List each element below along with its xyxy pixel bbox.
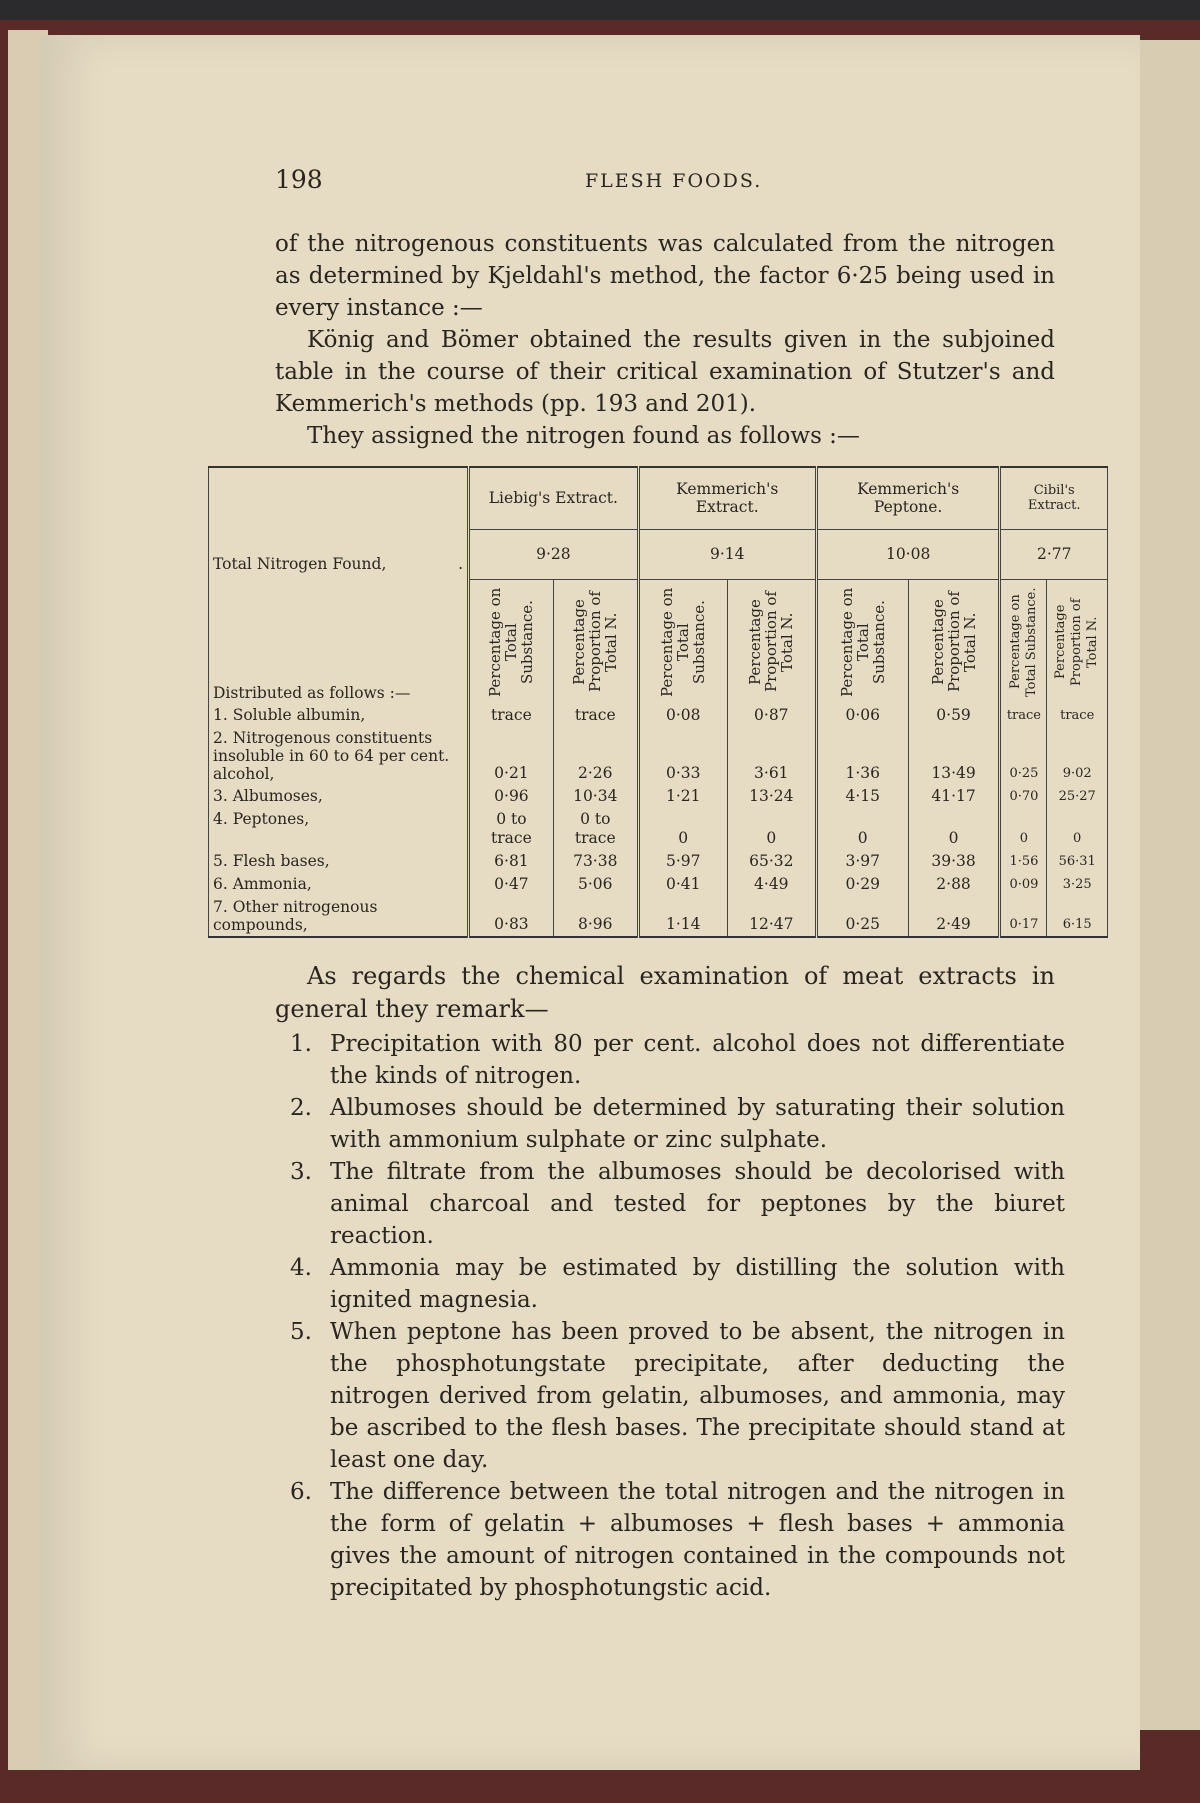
remarks-list (290, 1028, 1065, 1604)
cell-value: 0·29 (816, 873, 908, 896)
paragraph: of the nitrogenous constituents was calculated from the nitrogen as determined by Kjeldahl's method, the factor 6·25 being used in every instance :— (275, 231, 1055, 321)
subhead: Percentage on Total Substance. (486, 586, 537, 697)
cell-value: 0·06 (816, 704, 908, 727)
row-label: 3. Albumoses, (209, 785, 469, 808)
cell-value: 2·26 (553, 727, 638, 785)
cell-value: 0·25 (1000, 727, 1047, 785)
table-row (209, 850, 1108, 873)
table-row (209, 727, 1108, 785)
cell-value: 2·49 (908, 896, 1000, 937)
right-page-edge (1140, 40, 1200, 1730)
product-header: Cibil's Extract. (1000, 467, 1108, 529)
cell-value: 0 to trace (553, 808, 638, 850)
cell-value: 0·70 (1000, 785, 1047, 808)
cell-value: 56·31 (1047, 850, 1108, 873)
running-title: FLESH FOODS. (585, 170, 763, 192)
cell-value: 25·27 (1047, 785, 1108, 808)
cell-value: 0·47 (469, 873, 554, 896)
row-label: 6. Ammonia, (209, 873, 469, 896)
cell-value: 3·61 (727, 727, 816, 785)
cell-value: 0·08 (638, 704, 727, 727)
subhead: Percentage on Total Substance. (1007, 586, 1039, 697)
row-label: 7. Other nitrogenous compounds, (209, 896, 469, 937)
subhead: Percentage on Total Substance. (658, 586, 709, 697)
list-item (290, 1316, 1065, 1476)
subhead: Percentage Proportion of Total N. (570, 591, 621, 692)
subhead: Percentage Proportion of Total N. (1053, 597, 1101, 686)
cell-value: 65·32 (727, 850, 816, 873)
list-item (290, 1476, 1065, 1604)
item-number: 3. (290, 1159, 312, 1185)
paragraph: They assigned the nitrogen found as follows :— (307, 423, 860, 449)
list-item (290, 1028, 1065, 1092)
cell-value: 0 (638, 808, 727, 850)
table-row (209, 785, 1108, 808)
cell-value: 0·96 (469, 785, 554, 808)
cell-value: 3·97 (816, 850, 908, 873)
cell-value: 0 (816, 808, 908, 850)
total-value: 9·28 (469, 529, 639, 579)
item-text: The difference between the total nitrogen and the nitrogen in the form of gelatin + albumoses + flesh bases + ammonia gives the amount of nitrogen contained in the compounds not precipitated by phosphotungstic acid. (330, 1479, 1065, 1601)
cell-value: 9·02 (1047, 727, 1108, 785)
row-label: 1. Soluble albumin, (209, 704, 469, 727)
cell-value: 5·97 (638, 850, 727, 873)
intro-text (275, 228, 1055, 452)
remarks-intro (275, 960, 1055, 1026)
cell-value: 39·38 (908, 850, 1000, 873)
cell-value: 6·15 (1047, 896, 1108, 937)
cell-value: 0·21 (469, 727, 554, 785)
item-text: The filtrate from the albumoses should be decolorised with animal charcoal and tested for peptones by the biuret reaction. (330, 1159, 1065, 1249)
subhead: Percentage Proportion of Total N. (928, 591, 979, 692)
cell-value: trace (469, 704, 554, 727)
subhead: Percentage on Total Substance. (837, 586, 888, 697)
cell-value: 10·34 (553, 785, 638, 808)
row-label: 2. Nitrogenous constituents insoluble in 60 to 64 per cent. alcohol, (209, 727, 469, 785)
product-header: Liebig's Extract. (469, 467, 639, 529)
cell-value: 13·49 (908, 727, 1000, 785)
cell-value: 2·88 (908, 873, 1000, 896)
nitrogen-table (208, 466, 1108, 938)
cell-value: 4·49 (727, 873, 816, 896)
item-number: 4. (290, 1255, 312, 1281)
cell-value: 0·59 (908, 704, 1000, 727)
subhead: Percentage Proportion of Total N. (746, 591, 797, 692)
cell-value: 0·41 (638, 873, 727, 896)
page-number: 198 (275, 165, 323, 194)
cell-value: 1·56 (1000, 850, 1047, 873)
list-item (290, 1252, 1065, 1316)
cell-value: 0 (1047, 808, 1108, 850)
cell-value: 0·87 (727, 704, 816, 727)
row-label: 4. Peptones, (209, 808, 469, 850)
list-item (290, 1156, 1065, 1252)
list-item (290, 1092, 1065, 1156)
item-number: 1. (290, 1031, 312, 1057)
item-text: Ammonia may be estimated by distilling the solution with ignited magnesia. (330, 1255, 1065, 1313)
paragraph: As regards the chemical examination of meat extracts in general they remark— (275, 962, 1055, 1023)
item-number: 6. (290, 1479, 312, 1505)
item-number: 2. (290, 1095, 312, 1121)
cell-value: 0 to trace (469, 808, 554, 850)
distributed-label: Distributed as follows :— (209, 579, 469, 704)
cell-value: 0·25 (816, 896, 908, 937)
cell-value: 13·24 (727, 785, 816, 808)
total-nitrogen-label: Total Nitrogen Found, . (209, 467, 469, 579)
cell-value: 6·81 (469, 850, 554, 873)
row-label: 5. Flesh bases, (209, 850, 469, 873)
cell-value: 4·15 (816, 785, 908, 808)
table-row (209, 873, 1108, 896)
item-text: Precipitation with 80 per cent. alcohol does not differentiate the kinds of nitrogen. (330, 1031, 1065, 1089)
cell-value: 0 (908, 808, 1000, 850)
total-value: 9·14 (638, 529, 816, 579)
cell-value: 1·21 (638, 785, 727, 808)
cell-value: 0·09 (1000, 873, 1047, 896)
table-row (209, 808, 1108, 850)
cell-value: 0·33 (638, 727, 727, 785)
cell-value: trace (553, 704, 638, 727)
cell-value: 0 (1000, 808, 1047, 850)
cell-value: 1·36 (816, 727, 908, 785)
item-text: Albumoses should be determined by saturating their solution with ammonium sulphate or zinc sulphate. (330, 1095, 1065, 1153)
paragraph: König and Bömer obtained the results given in the subjoined table in the course of their critical examination of Stutzer's and Kemmerich's methods (pp. 193 and 201). (275, 327, 1055, 417)
cell-value: 5·06 (553, 873, 638, 896)
table-row (209, 704, 1108, 727)
total-value: 2·77 (1000, 529, 1108, 579)
cell-value: trace (1047, 704, 1108, 727)
product-header: Kemmerich's Peptone. (816, 467, 1000, 529)
cell-value: 0·17 (1000, 896, 1047, 937)
table-row (209, 896, 1108, 937)
cell-value: trace (1000, 704, 1047, 727)
total-value: 10·08 (816, 529, 1000, 579)
item-number: 5. (290, 1319, 312, 1345)
cell-value: 3·25 (1047, 873, 1108, 896)
product-header: Kemmerich's Extract. (638, 467, 816, 529)
cell-value: 73·38 (553, 850, 638, 873)
cell-value: 41·17 (908, 785, 1000, 808)
cell-value: 1·14 (638, 896, 727, 937)
cell-value: 0 (727, 808, 816, 850)
item-text: When peptone has been proved to be absent, the nitrogen in the phosphotungstate precipitate, after deducting the nitrogen derived from gelatin, albumoses, and ammonia, may be ascribed to the flesh bases. The precipitate should stand at least one day. (330, 1319, 1065, 1473)
cell-value: 12·47 (727, 896, 816, 937)
cell-value: 8·96 (553, 896, 638, 937)
cell-value: 0·83 (469, 896, 554, 937)
